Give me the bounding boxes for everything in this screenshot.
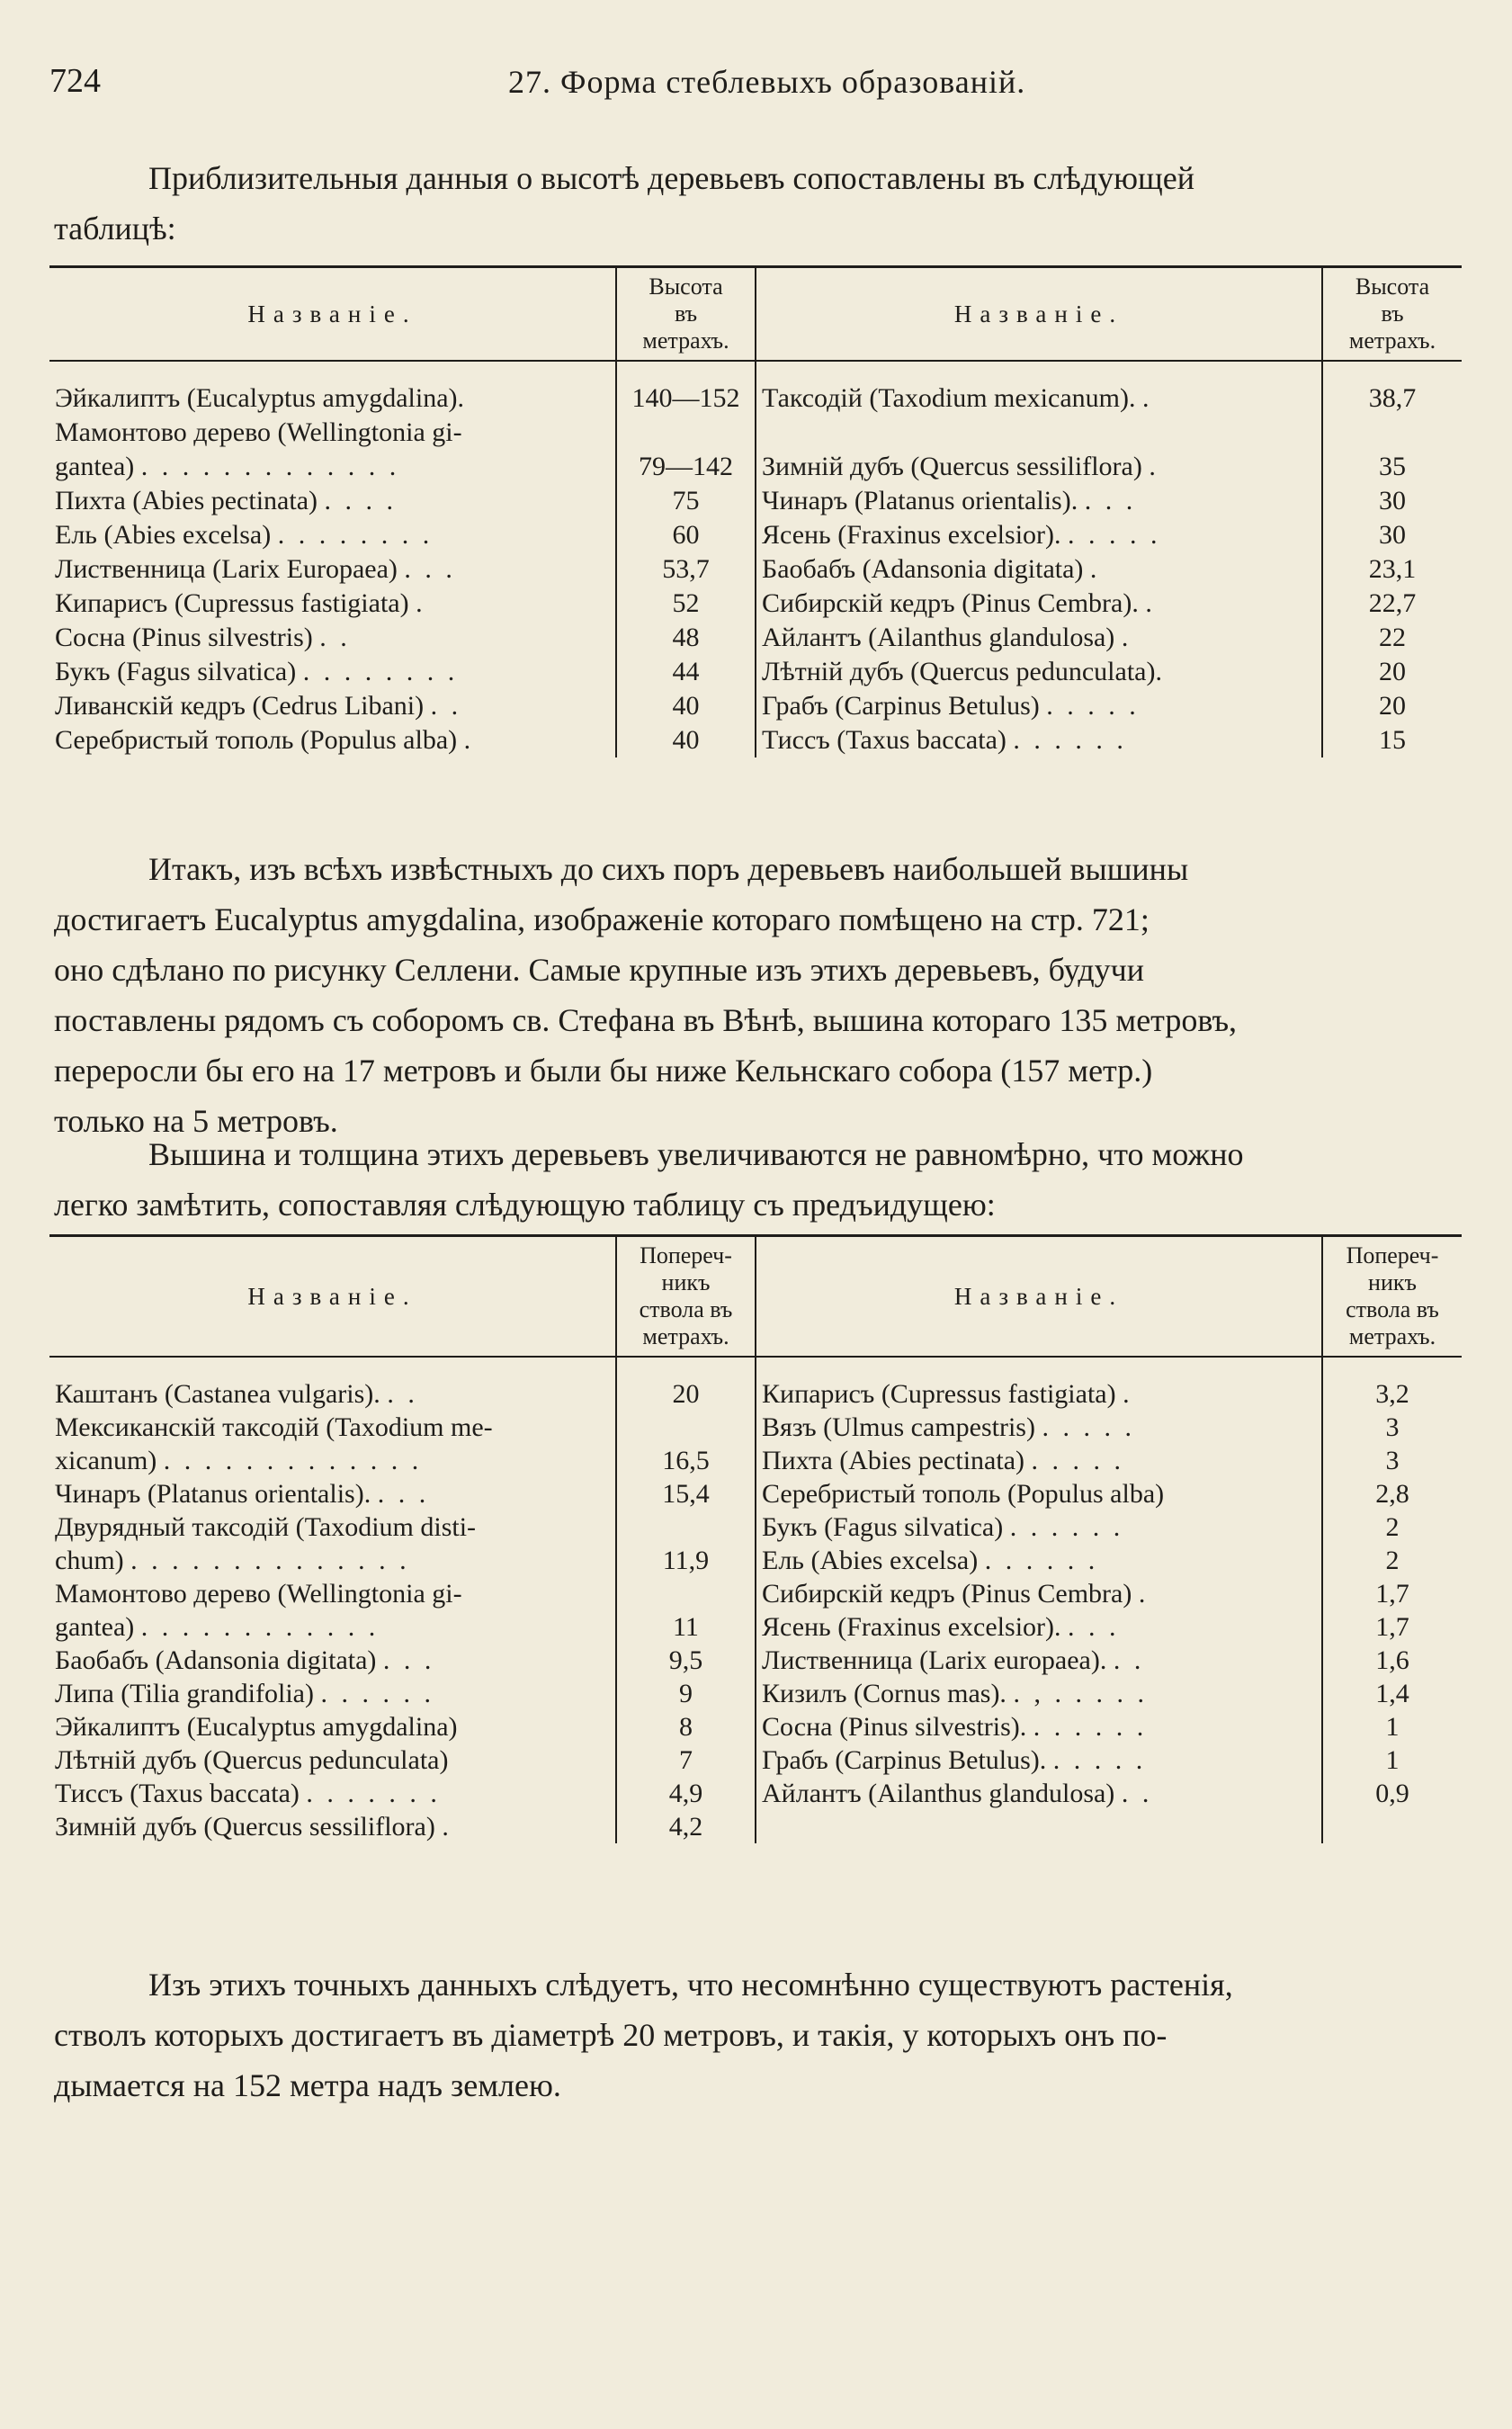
paragraph-line: переросли бы его на 17 метровъ и были бы ниже Кельнскаго собора (157 метр.): [54, 1053, 1153, 1089]
tree-name: Каштанъ (Castanea vulgaris).: [55, 1378, 380, 1409]
paragraph-comparison: [54, 1129, 1466, 1230]
leader-dots: . . . . .: [1042, 1412, 1135, 1442]
tree-name: Мамонтово дерево (Wellingtonia gi-: [55, 1578, 462, 1609]
table-row: [49, 587, 1462, 621]
tree-name-cell: [756, 1577, 1322, 1610]
table-row: [49, 1477, 1462, 1510]
paragraph-line: стволъ которыхъ достигаетъ въ діаметрѣ 20 метровъ, и такія, у которыхъ онъ по-: [54, 2017, 1168, 2053]
tree-name-cell: [49, 1444, 616, 1477]
leader-dots: . . . . . . . . . . . . .: [140, 452, 400, 481]
tree-name: chum): [55, 1545, 124, 1575]
tree-name: Липа (Tilia grandifolia): [55, 1678, 314, 1708]
paragraph-line: Вышина и толщина этихъ деревьевъ увеличиваются не равномѣрно, что можно: [148, 1136, 1244, 1172]
leader-dots: . .: [387, 1378, 418, 1409]
tree-name: Кипарисъ (Cupressus fastigiata): [762, 1378, 1116, 1409]
value-cell: 22,7: [1322, 587, 1462, 621]
leader-dots: . . .: [1068, 1611, 1120, 1642]
diameter-table-body: [49, 1357, 1462, 1843]
table-row: [49, 1710, 1462, 1743]
tree-name-cell: [49, 450, 616, 484]
page-number: 724: [49, 62, 101, 100]
value-cell: 20: [1322, 689, 1462, 723]
tree-name: Серебристый тополь (Populus alba): [762, 1478, 1165, 1509]
value-cell: [616, 1577, 756, 1610]
value-cell: 75: [616, 484, 756, 518]
tree-name-cell: [756, 552, 1322, 587]
paragraph-line: достигаетъ Eucalyptus amygdalina, изображеніе котораго помѣщено на стр. 721;: [54, 901, 1150, 937]
tree-name: Тиссъ (Taxus baccata): [762, 725, 1007, 755]
intro-line-1: Приблизительныя данныя о высотѣ деревьевъ сопоставлены въ слѣдующей: [148, 160, 1195, 196]
tree-name: Ясень (Fraxinus excelsior).: [762, 520, 1061, 550]
tree-name: Букъ (Fagus silvatica): [55, 657, 297, 686]
paragraph-line: Изъ этихъ точныхъ данныхъ слѣдуетъ, что несомнѣнно существуютъ растенія,: [148, 1967, 1233, 2003]
spacer-row: [49, 361, 1462, 381]
tree-name: Айлантъ (Ailanthus glandulosa): [762, 623, 1115, 652]
leader-dots: . .: [430, 691, 462, 721]
tree-name-cell: [756, 1544, 1322, 1577]
tree-name: Баобабъ (Adansonia digitata): [55, 1645, 377, 1675]
table-row: [49, 655, 1462, 689]
tree-name-cell: [756, 587, 1322, 621]
tree-name-cell: [49, 1377, 616, 1411]
tree-name: Сосна (Pinus silvestris): [55, 623, 313, 652]
table-row: [49, 450, 1462, 484]
tree-name-cell: [756, 1477, 1322, 1510]
value-cell: 1,7: [1322, 1610, 1462, 1644]
leader-dots: .: [1145, 588, 1156, 618]
tree-name: Мексиканскій таксодій (Taxodium me-: [55, 1412, 493, 1442]
tree-name-cell: [756, 381, 1322, 416]
value-cell: 140—152: [616, 381, 756, 416]
value-cell: 16,5: [616, 1444, 756, 1477]
tree-name: Двурядный таксодій (Taxodium disti-: [55, 1511, 477, 1542]
value-cell: 48: [616, 621, 756, 655]
table-row: [49, 1510, 1462, 1544]
tree-name-cell: [756, 1710, 1322, 1743]
leader-dots: . . .: [1084, 486, 1137, 515]
leader-dots: .: [1123, 1378, 1133, 1409]
value-cell: 7: [616, 1743, 756, 1777]
table-row: [49, 1810, 1462, 1843]
value-cell: 11,9: [616, 1544, 756, 1577]
column-header-name: Названіе.: [49, 1236, 616, 1358]
value-cell: [616, 416, 756, 450]
value-cell: 8: [616, 1710, 756, 1743]
leader-dots: . .: [1113, 1645, 1145, 1675]
value-cell: 1,6: [1322, 1644, 1462, 1677]
value-cell: 38,7: [1322, 381, 1462, 416]
table-row: [49, 689, 1462, 723]
tree-name-cell: [49, 1810, 616, 1843]
tree-name-cell: [49, 381, 616, 416]
tree-name-cell: [756, 723, 1322, 757]
tree-name-cell: [756, 416, 1322, 450]
table-row: [49, 552, 1462, 587]
tree-name: Пихта (Abies pectinata): [762, 1445, 1025, 1475]
leader-dots: . . . . .: [1068, 520, 1161, 550]
tree-name-cell: [49, 1777, 616, 1810]
tree-name: Айлантъ (Ailanthus glandulosa): [762, 1778, 1115, 1808]
value-cell: 9,5: [616, 1644, 756, 1677]
column-header-diameter: Попереч- никъ ствола въ метрахъ.: [616, 1236, 756, 1358]
paragraph-tallest-trees: [54, 844, 1466, 1146]
value-cell: 35: [1322, 450, 1462, 484]
tree-name-cell: [49, 1677, 616, 1710]
tree-name: Ель (Abies excelsa): [762, 1545, 979, 1575]
leader-dots: .: [463, 725, 475, 755]
tree-name-cell: [49, 655, 616, 689]
tree-name: Мамонтово дерево (Wellingtonia gi-: [55, 417, 462, 447]
table-row: [49, 1411, 1462, 1444]
table-row: [49, 1444, 1462, 1477]
height-table-body: [49, 361, 1462, 757]
tree-name-cell: [49, 689, 616, 723]
tree-name: Зимній дубъ (Quercus sessiliflora): [762, 452, 1142, 481]
leader-dots: . . .: [377, 1478, 430, 1509]
table-row: [49, 416, 1462, 450]
tree-name: gantea): [55, 1611, 135, 1642]
leader-dots: . . . . . . . .: [302, 657, 459, 686]
value-cell: 15,4: [616, 1477, 756, 1510]
leader-dots: . . . . . . .: [306, 1778, 441, 1808]
value-cell: 3,2: [1322, 1377, 1462, 1411]
tree-name-cell: [49, 484, 616, 518]
table-row: [49, 1644, 1462, 1677]
value-cell: 1: [1322, 1710, 1462, 1743]
paragraph-line: оно сдѣлано по рисунку Селлени. Самые крупные изъ этихъ деревьевъ, будучи: [54, 952, 1145, 988]
intro-paragraph: [54, 153, 1466, 254]
tree-name-cell: [49, 587, 616, 621]
value-cell: 30: [1322, 484, 1462, 518]
tree-name: Вязъ (Ulmus campestris): [762, 1412, 1035, 1442]
tree-name-cell: [49, 1644, 616, 1677]
tree-name: Сибирскій кедръ (Pinus Cembra): [762, 1578, 1132, 1609]
tree-name-cell: [49, 723, 616, 757]
leader-dots: .: [1141, 383, 1153, 413]
tree-name-cell: [756, 1777, 1322, 1810]
value-cell: [1322, 416, 1462, 450]
table-row: [49, 1777, 1462, 1810]
height-table: [49, 265, 1462, 757]
tree-name-cell: [49, 518, 616, 552]
value-cell: 9: [616, 1677, 756, 1710]
table-row: [49, 1577, 1462, 1610]
tree-name-cell: [49, 1710, 616, 1743]
value-cell: [1322, 1810, 1462, 1843]
tree-name: gantea): [55, 452, 135, 481]
height-table-header: [49, 267, 1462, 362]
tree-name: Тиссъ (Taxus baccata): [55, 1778, 300, 1808]
tree-name: Ливанскій кедръ (Cedrus Libani): [55, 691, 425, 721]
tree-name-cell: [756, 1444, 1322, 1477]
column-header-name: Названіе.: [49, 267, 616, 362]
paragraph-conclusion: [54, 1959, 1466, 2111]
leader-dots: . . .: [382, 1645, 435, 1675]
value-cell: 22: [1322, 621, 1462, 655]
tree-name: Серебристый тополь (Populus alba): [55, 725, 458, 755]
value-cell: 1,7: [1322, 1577, 1462, 1610]
table-row: [49, 518, 1462, 552]
tree-name-cell: [756, 655, 1322, 689]
column-header-height: Высота въ метрахъ.: [616, 267, 756, 362]
tree-name: Эйкалиптъ (Eucalyptus amygdalina): [55, 1711, 458, 1742]
tree-name-cell: [756, 1377, 1322, 1411]
leader-dots: . . . . . . . . . . . . . .: [130, 1545, 410, 1575]
tree-name: Лѣтній дубъ (Quercus pedunculata).: [762, 657, 1162, 686]
value-cell: 60: [616, 518, 756, 552]
tree-name-cell: [49, 1743, 616, 1777]
leader-dots: . . . .: [324, 486, 398, 515]
leader-dots: .: [1089, 554, 1101, 584]
tree-name-cell: [49, 621, 616, 655]
leader-dots: . . . . . .: [320, 1678, 434, 1708]
leader-dots: .: [1149, 452, 1159, 481]
leader-dots: . . . . . . . . . . . .: [140, 1611, 380, 1642]
paragraph-line: дымается на 152 метра надъ землею.: [54, 2067, 561, 2103]
value-cell: 4,2: [616, 1810, 756, 1843]
value-cell: 40: [616, 689, 756, 723]
tree-name: Грабъ (Carpinus Betulus): [762, 691, 1040, 721]
leader-dots: . .: [319, 623, 351, 652]
tree-name: Ель (Abies excelsa): [55, 520, 272, 550]
table-row: [49, 723, 1462, 757]
running-head: [49, 61, 1458, 106]
leader-dots: . . . . . . . .: [277, 520, 434, 550]
tree-name-cell: [756, 621, 1322, 655]
tree-name-cell: [49, 416, 616, 450]
value-cell: 20: [616, 1377, 756, 1411]
tree-name: Пихта (Abies pectinata): [55, 486, 318, 515]
tree-name: Чинаръ (Platanus orientalis).: [55, 1478, 371, 1509]
tree-name-cell: [756, 1743, 1322, 1777]
value-cell: 3: [1322, 1411, 1462, 1444]
value-cell: 44: [616, 655, 756, 689]
leader-dots: . . .: [404, 554, 456, 584]
tree-name: Лѣтній дубъ (Quercus pedunculata): [55, 1744, 449, 1775]
value-cell: 53,7: [616, 552, 756, 587]
leader-dots: .: [416, 588, 426, 618]
tree-name-cell: [756, 484, 1322, 518]
column-header-diameter: Попереч- никъ ствола въ метрахъ.: [1322, 1236, 1462, 1358]
table-row: [49, 1377, 1462, 1411]
leader-dots: . . . . . .: [1033, 1711, 1148, 1742]
tree-name: Грабъ (Carpinus Betulus).: [762, 1744, 1047, 1775]
column-header-name: Названіе.: [756, 1236, 1322, 1358]
value-cell: 11: [616, 1610, 756, 1644]
paragraph-line: только на 5 метровъ.: [54, 1103, 338, 1139]
leader-dots: . . . . . .: [1009, 1511, 1124, 1542]
tree-name-cell: [49, 1411, 616, 1444]
paragraph-line: Итакъ, изъ всѣхъ извѣстныхъ до сихъ поръ деревьевъ наибольшей вышины: [148, 851, 1189, 887]
value-cell: 20: [1322, 655, 1462, 689]
tree-name-cell: [49, 1510, 616, 1544]
leader-dots: . .: [1121, 1778, 1153, 1808]
tree-name-cell: [756, 1810, 1322, 1843]
tree-name-cell: [756, 450, 1322, 484]
tree-name-cell: [49, 1577, 616, 1610]
chapter-title: 27. Форма стеблевыхъ образованій.: [508, 64, 1026, 100]
leader-dots: .: [1121, 623, 1132, 652]
tree-name: Таксодій (Taxodium mexicanum).: [762, 383, 1136, 413]
value-cell: 1,4: [1322, 1677, 1462, 1710]
tree-name-cell: [756, 1677, 1322, 1710]
diameter-table: [49, 1234, 1462, 1843]
table-row: [49, 484, 1462, 518]
tree-name: Сибирскій кедръ (Pinus Cembra).: [762, 588, 1139, 618]
tree-name: Зимній дубъ (Quercus sessiliflora): [55, 1811, 435, 1842]
tree-name: Кизилъ (Cornus mas).: [762, 1678, 1007, 1708]
value-cell: 2,8: [1322, 1477, 1462, 1510]
tree-name: Лиственница (Larix Europaea): [55, 554, 398, 584]
table-row: [49, 1743, 1462, 1777]
table-row: [49, 381, 1462, 416]
paragraph-line: поставлены рядомъ съ соборомъ св. Стефана въ Вѣнѣ, вышина котораго 135 метровъ,: [54, 1002, 1238, 1038]
value-cell: 2: [1322, 1510, 1462, 1544]
value-cell: 15: [1322, 723, 1462, 757]
tree-name: Букъ (Fagus silvatica): [762, 1511, 1004, 1542]
tree-name: Ясень (Fraxinus excelsior).: [762, 1611, 1061, 1642]
paragraph-line: легко замѣтить, сопоставляя слѣдующую таблицу съ предъидущею:: [54, 1187, 996, 1223]
intro-line-2: таблицѣ:: [54, 211, 176, 246]
value-cell: 0,9: [1322, 1777, 1462, 1810]
tree-name-cell: [756, 689, 1322, 723]
tree-name: Чинаръ (Platanus orientalis).: [762, 486, 1078, 515]
value-cell: [616, 1510, 756, 1544]
value-cell: 3: [1322, 1444, 1462, 1477]
tree-name-cell: [756, 1510, 1322, 1544]
leader-dots: . . . . .: [1046, 691, 1140, 721]
tree-name: xicanum): [55, 1445, 157, 1475]
leader-dots: .: [442, 1811, 452, 1842]
tree-name: Кипарисъ (Cupressus fastigiata): [55, 588, 409, 618]
tree-name: Лиственница (Larix europaea).: [762, 1645, 1107, 1675]
value-cell: 40: [616, 723, 756, 757]
leader-dots: . , . . . . .: [1013, 1678, 1148, 1708]
value-cell: 30: [1322, 518, 1462, 552]
tree-name-cell: [756, 1644, 1322, 1677]
table-row: [49, 621, 1462, 655]
tree-name-cell: [49, 1544, 616, 1577]
leader-dots: . . . . .: [1052, 1744, 1147, 1775]
column-header-name: Названіе.: [756, 267, 1322, 362]
tree-name-cell: [49, 1610, 616, 1644]
tree-name-cell: [49, 552, 616, 587]
leader-dots: . . . . . .: [1013, 725, 1127, 755]
value-cell: 23,1: [1322, 552, 1462, 587]
value-cell: [616, 1411, 756, 1444]
tree-name: Баобабъ (Adansonia digitata): [762, 554, 1084, 584]
tree-name: Сосна (Pinus silvestris).: [762, 1711, 1027, 1742]
leader-dots: .: [1138, 1578, 1150, 1609]
leader-dots: . . . . . . . . . . . . .: [163, 1445, 423, 1475]
table-row: [49, 1544, 1462, 1577]
value-cell: 79—142: [616, 450, 756, 484]
leader-dots: . . . . . .: [984, 1545, 1099, 1575]
tree-name-cell: [756, 1610, 1322, 1644]
diameter-table-header: [49, 1236, 1462, 1358]
tree-name-cell: [756, 1411, 1322, 1444]
tree-name-cell: [756, 518, 1322, 552]
spacer-row: [49, 1357, 1462, 1377]
value-cell: 2: [1322, 1544, 1462, 1577]
tree-name: Эйкалиптъ (Eucalyptus amygdalina).: [55, 383, 464, 413]
value-cell: 52: [616, 587, 756, 621]
table-row: [49, 1610, 1462, 1644]
value-cell: 1: [1322, 1743, 1462, 1777]
column-header-height: Высота въ метрахъ.: [1322, 267, 1462, 362]
leader-dots: . . . . .: [1031, 1445, 1125, 1475]
tree-name-cell: [49, 1477, 616, 1510]
value-cell: 4,9: [616, 1777, 756, 1810]
table-row: [49, 1677, 1462, 1710]
